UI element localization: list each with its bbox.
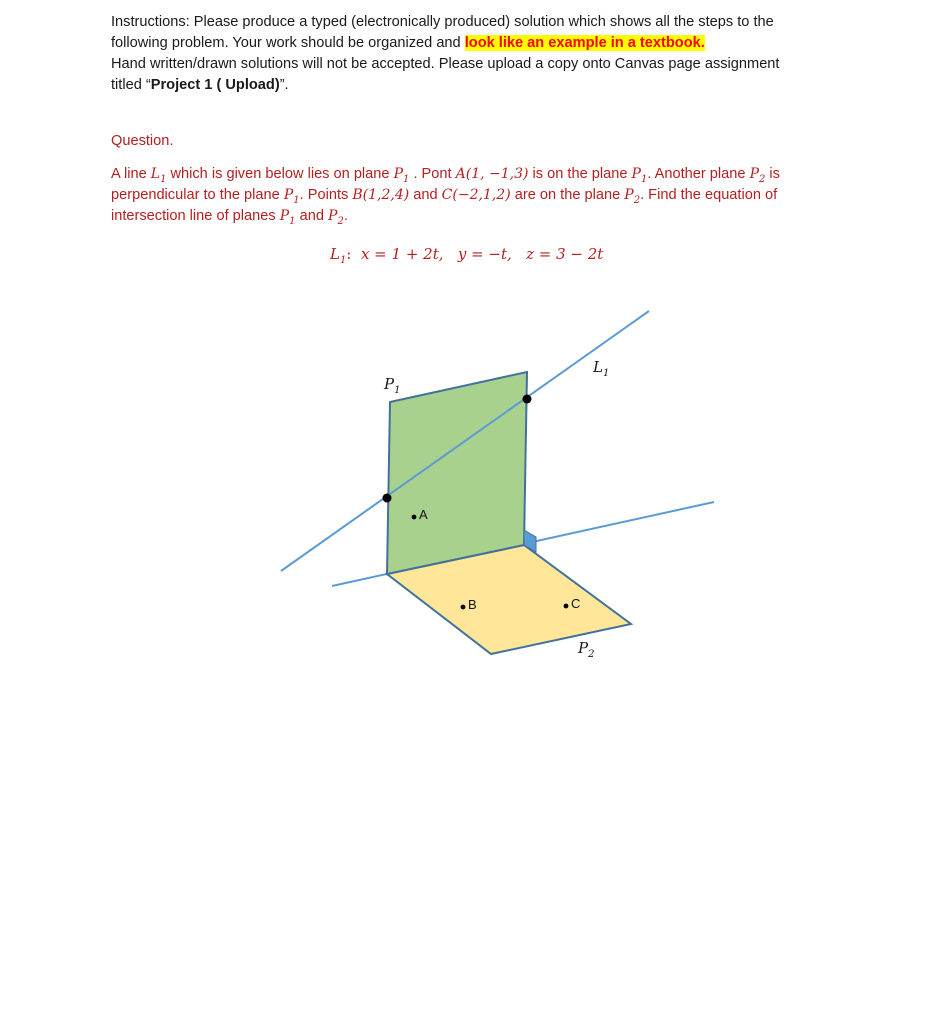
point-b-dot (461, 605, 466, 610)
intersection-point-1 (383, 494, 392, 503)
label-p1: $P_1$ (384, 375, 401, 396)
plane-p1 (387, 372, 527, 574)
intersection-point-2 (523, 395, 532, 404)
label-l1: $L_1$ (593, 358, 610, 379)
point-a-label: A (419, 507, 428, 522)
question-line-3: intersection line of planes $P_1$ and $P_2$. (111, 208, 348, 227)
point-a-coords: A(1, −1,3) (455, 166, 529, 182)
point-b-label: B (468, 597, 477, 612)
point-c-label: C (571, 596, 581, 611)
instructions-line-3: Hand written/drawn solutions will not be accepted. Please upload a copy onto Canvas page assignment (111, 56, 780, 72)
equation-x: x = 1 + 2t, (360, 245, 444, 263)
highlighted-text: look like an example in a textbook. (464, 35, 705, 51)
question-line-2: perpendicular to the plane $P_1$. Points B(1,2,4) and C(−2,1,2) are on the plane $P_2$. Find the equation of (111, 187, 778, 206)
instructions-line-4: titled “Project 1 ( Upload)”. (111, 77, 289, 93)
point-a-dot (412, 515, 417, 520)
point-b-coords: B(1,2,4) (352, 187, 410, 203)
line-equation: $L_1$: x = 1 + 2t, y = −t, z = 3 − 2t (330, 245, 604, 266)
instructions-line-2: following problem. Your work should be organized and look like an example in a textbook. (111, 35, 705, 51)
equation-z: z = 3 − 2t (526, 245, 604, 263)
project-title: Project 1 ( Upload) (150, 77, 280, 93)
point-c-coords: C(−2,1,2) (441, 187, 511, 203)
label-p2: $P_2$ (578, 639, 595, 660)
question-line-1: A line $L_1$ which is given below lies on plane $P_1$ . Pont A(1, −1,3) is on the plane $P_1$. Another plane $P_2$ is (111, 166, 780, 185)
equation-y: y = −t, (457, 245, 512, 263)
question-label: Question. (111, 133, 174, 149)
point-c-dot (564, 604, 569, 609)
instructions-line-1: Instructions: Please produce a typed (electronically produced) solution which shows all the steps to the (111, 14, 774, 30)
